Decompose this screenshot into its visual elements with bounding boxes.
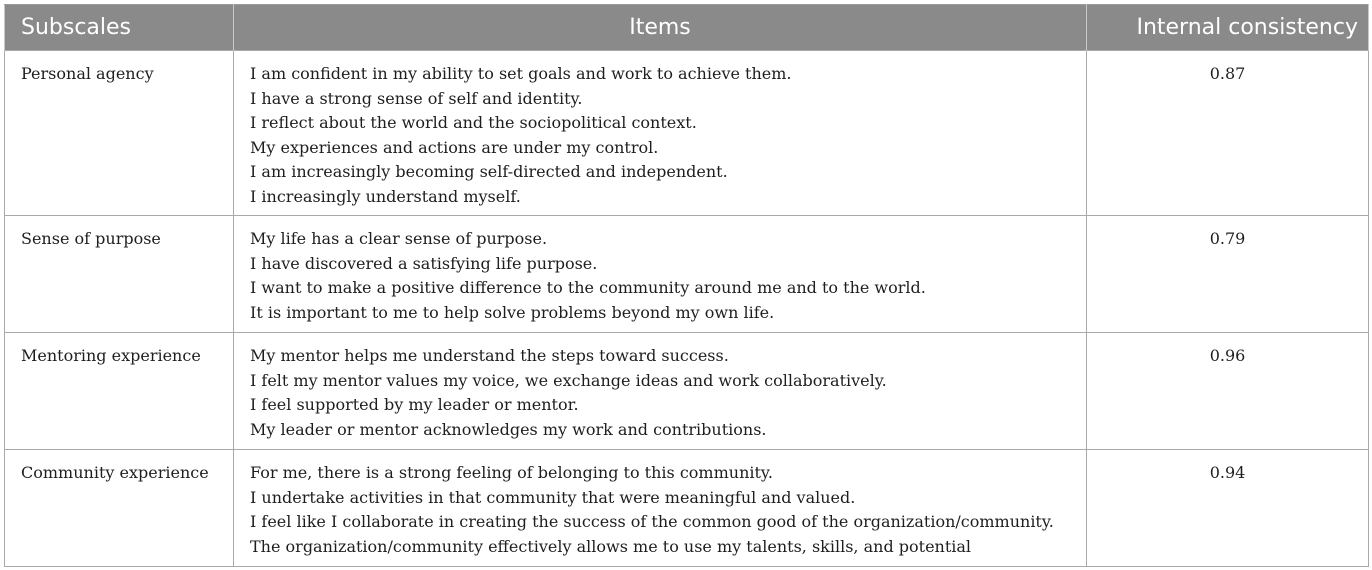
item-text: I felt my mentor values my voice, we exchange ideas and work collaboratively. <box>250 370 887 390</box>
item-text: My experiences and actions are under my control. <box>250 137 659 157</box>
item-text: My life has a clear sense of purpose. <box>250 229 548 248</box>
item-text: I am confident in my ability to set goals and work to achieve them. <box>250 64 792 83</box>
items-cell <box>234 51 1087 216</box>
subscale-cell: Personal agency <box>5 51 234 216</box>
item-text: My leader or mentor acknowledges my work and contributions. <box>250 419 767 439</box>
table-row <box>5 333 1369 450</box>
subscale-cell: Mentoring experience <box>5 333 234 450</box>
item-text: I have discovered a satisfying life purpose. <box>250 253 598 273</box>
subscale-cell: Sense of purpose <box>5 216 234 333</box>
header-subscales: Subscales <box>5 5 234 51</box>
items-cell <box>234 216 1087 333</box>
consistency-value: 0.79 <box>1087 216 1369 333</box>
header-row <box>5 5 1369 51</box>
table-row <box>5 450 1369 567</box>
item-text: I feel supported by my leader or mentor. <box>250 395 579 414</box>
item-text: I am increasingly becoming self-directed and independent. <box>250 162 728 181</box>
item-text: For me, there is a strong feeling of belonging to this community. <box>250 463 773 482</box>
header-items: Items <box>234 5 1087 51</box>
subscales-table <box>4 4 1369 567</box>
items-cell <box>234 450 1087 567</box>
item-text: I increasingly understand myself. <box>250 186 521 206</box>
item-text: I reflect about the world and the sociopolitical context. <box>250 113 697 132</box>
items-cell <box>234 333 1087 450</box>
subscale-cell: Community experience <box>5 450 234 567</box>
item-text: The organization/community effectively allows me to use my talents, skills, and potential <box>250 536 972 556</box>
table-container <box>4 4 1368 567</box>
item-text: I undertake activities in that community that were meaningful and valued. <box>250 487 856 507</box>
header-internal-consistency: Internal consistency <box>1087 5 1369 51</box>
table-row <box>5 51 1369 216</box>
item-text: It is important to me to help solve problems beyond my own life. <box>250 302 775 322</box>
item-text: I have a strong sense of self and identity. <box>250 88 583 108</box>
item-text: I want to make a positive difference to the community around me and to the world. <box>250 278 926 297</box>
consistency-value: 0.94 <box>1087 450 1369 567</box>
consistency-value: 0.87 <box>1087 51 1369 216</box>
consistency-value: 0.96 <box>1087 333 1369 450</box>
table-row <box>5 216 1369 333</box>
item-text: My mentor helps me understand the steps toward success. <box>250 346 729 365</box>
item-text: I feel like I collaborate in creating the success of the common good of the organization/community. <box>250 512 1054 531</box>
